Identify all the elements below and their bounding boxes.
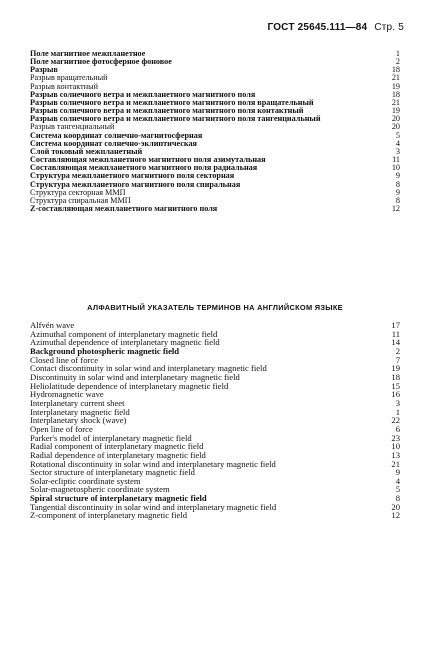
russian-terms-index <box>30 50 400 213</box>
entry-term: Разрыв контактный <box>30 81 98 91</box>
entry-number: 10 <box>391 441 400 452</box>
entry-term: Z-component of interplanetary magnetic field <box>30 510 188 521</box>
entry-term: Heliolatitude dependence of interplanetary magnetic field <box>30 380 229 391</box>
entry-term: Interplanetary shock (wave) <box>30 415 127 426</box>
entry-number: 9 <box>395 467 400 478</box>
entry-number: 20 <box>391 501 400 512</box>
entry-number: 23 <box>391 432 400 443</box>
index-entry <box>30 58 400 66</box>
entry-term: Contact discontinuity in solar wind and interplanetary magnetic field <box>30 363 267 374</box>
entry-term: Разрыв вращательный <box>30 73 108 83</box>
entry-term: Tangential discontinuity in solar wind and interplanetary magnetic field <box>30 501 277 512</box>
entry-term: Структура межпланетного магнитного поля секторная <box>30 171 235 181</box>
section-title: АЛФАВИТНЫЙ УКАЗАТЕЛЬ ТЕРМИНОВ НА АНГЛИЙСКОМ ЯЗЫКЕ <box>87 303 343 312</box>
entry-term: Разрыв солнечного ветра и межпланетного магнитного поля контактный <box>30 106 304 116</box>
entry-term: Разрыв солнечного ветра и межпланетного магнитного поля тангенциальный <box>30 114 321 124</box>
entry-number: 8 <box>395 179 400 189</box>
entry-term: Составляющая межпланетного магнитного поля азимутальная <box>30 155 266 165</box>
entry-term: Radial dependence of interplanetary magnetic field <box>30 449 206 460</box>
entry-term: Система координат солнечно-эклиптическая <box>30 138 197 148</box>
entry-number: 14 <box>391 337 400 348</box>
entry-term: Составляющая межпланетного магнитного поля радиальная <box>30 163 258 173</box>
entry-term: Radial component of interplanetary magnetic field <box>30 441 204 452</box>
entry-term: Разрыв тангенциальный <box>30 122 115 132</box>
entry-number: 18 <box>391 371 400 382</box>
entry-term: Sector structure of interplanetary magnetic field <box>30 467 195 478</box>
entry-number: 21 <box>391 458 400 469</box>
entry-number: 2 <box>395 345 400 356</box>
entry-term: Open line of force <box>30 423 93 434</box>
entry-term: Solar-magnetospheric coordinate system <box>30 484 170 495</box>
entry-number: 21 <box>391 97 400 107</box>
english-terms-index <box>30 321 400 520</box>
entry-term: Структура спиральная ММП <box>30 195 131 205</box>
entry-number: 22 <box>391 415 400 426</box>
entry-number: 8 <box>395 493 400 504</box>
entry-number: 5 <box>395 484 400 495</box>
entry-term: Система координат солнечно-магнитосферная <box>30 130 203 140</box>
entry-number: 21 <box>391 73 400 83</box>
entry-number: 19 <box>391 363 400 374</box>
entry-number: 10 <box>391 163 400 173</box>
entry-number: 1 <box>395 406 400 417</box>
entry-term: Azimuthal dependence of interplanetary magnetic field <box>30 337 220 348</box>
entry-term: Alfvén wave <box>30 320 75 330</box>
entry-number: 8 <box>395 195 400 205</box>
index-entry <box>30 511 400 520</box>
entry-number: 6 <box>395 423 400 434</box>
entry-term: Разрыв солнечного ветра и межпланетного магнитного поля вращательный <box>30 97 314 107</box>
entry-term: Поле магнитное межпланетное <box>30 49 146 58</box>
entry-number: 4 <box>395 138 400 148</box>
entry-term: Hydromagnetic wave <box>30 389 104 400</box>
entry-number: 18 <box>391 65 400 75</box>
entry-number: 20 <box>391 122 400 132</box>
entry-number: 12 <box>391 510 400 521</box>
entry-term: Поле магнитное фотосферное фоновое <box>30 57 172 67</box>
entry-number: 15 <box>391 380 400 391</box>
entry-term: Слой токовый межпланетный <box>30 146 143 156</box>
entry-number: 3 <box>395 397 400 408</box>
entry-number: 9 <box>395 187 400 197</box>
entry-term: Solar-ecliptic coordinate system <box>30 475 141 486</box>
entry-number: 4 <box>395 475 400 486</box>
entry-number: 2 <box>395 57 400 67</box>
entry-number: 11 <box>392 155 400 165</box>
page-header <box>263 22 404 33</box>
entry-term: Разрыв <box>30 65 58 75</box>
entry-number: 12 <box>391 203 400 213</box>
entry-number: 20 <box>391 114 400 124</box>
entry-number: 3 <box>395 146 400 156</box>
entry-term: Разрыв солнечного ветра и межпланетного магнитного поля <box>30 89 256 99</box>
entry-number: 19 <box>391 81 400 91</box>
entry-number: 19 <box>391 106 400 116</box>
entry-term: Parker's model of interplanetary magnetic field <box>30 432 192 443</box>
entry-number: 17 <box>391 320 400 330</box>
entry-number: 9 <box>395 171 400 181</box>
entry-term: Rotational discontinuity in solar wind and interplanetary magnetic field <box>30 458 276 469</box>
entry-number: 13 <box>391 449 400 460</box>
entry-term: Структура секторная ММП <box>30 187 126 197</box>
entry-term: Interplanetary current sheet <box>30 397 125 408</box>
entry-term: Z-составляющая межпланетного магнитного поля <box>30 203 218 213</box>
entry-term: Структура межпланетного магнитного поля спиральная <box>30 179 241 189</box>
entry-term: Background photospheric magnetic field <box>30 345 180 356</box>
entry-number: 18 <box>391 89 400 99</box>
index-entry <box>30 205 400 213</box>
entry-number: 16 <box>391 389 400 400</box>
entry-term: Interplanetary magnetic field <box>30 406 130 417</box>
entry-number: 11 <box>391 328 400 339</box>
entry-number: 1 <box>395 49 400 58</box>
entry-number: 5 <box>395 130 400 140</box>
entry-term: Closed line of force <box>30 354 99 365</box>
entry-number: 7 <box>395 354 400 365</box>
entry-term: Discontinuity in solar wind and interplanetary magnetic field <box>30 371 240 382</box>
page-number: Стр. 5 <box>374 22 404 33</box>
standard-number: ГОСТ 25645.111—84 <box>267 22 368 33</box>
entry-term: Spiral structure of interplanetary magnetic field <box>30 493 207 504</box>
entry-term: Azimuthal component of interplanetary magnetic field <box>30 328 218 339</box>
